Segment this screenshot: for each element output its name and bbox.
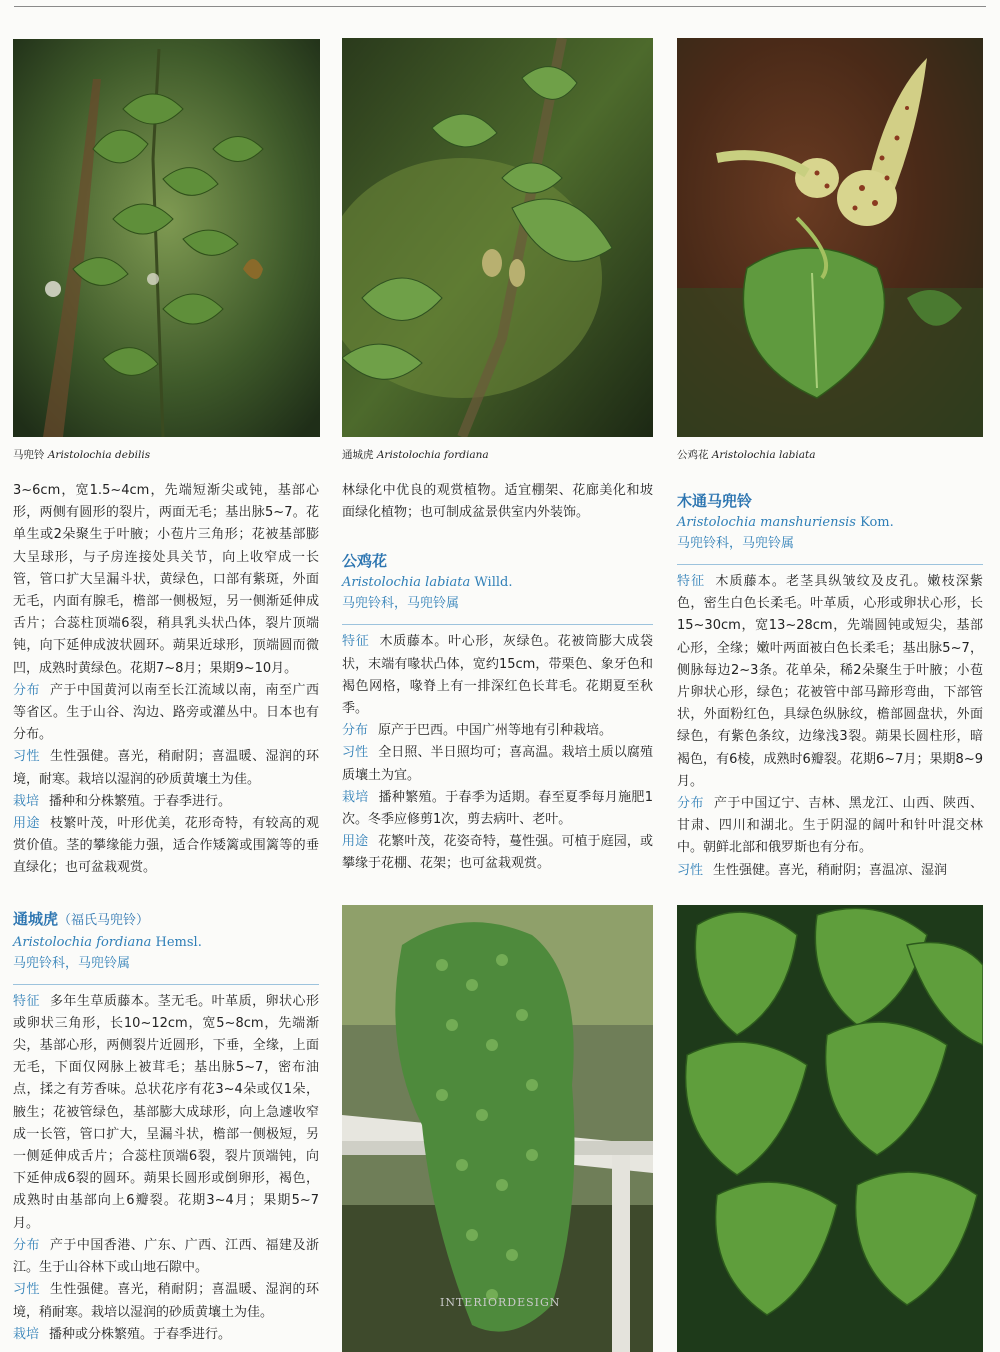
section-rule	[677, 564, 983, 565]
fordiana-distribution: 分布 产于中国香港、广东、广西、江西、福建及浙江。生于山谷林下或山地石隙中。	[13, 1237, 319, 1276]
debilis-distribution: 分布 产于中国黄河以南至长江流域以南，南至广西等省区。生于山谷、沟边、路旁或灌丛中。日本也有分布。	[13, 682, 319, 743]
section-rule	[13, 984, 319, 985]
photo-caption-3: 公鸡花 Aristolochia labiata	[677, 449, 816, 461]
debilis-habit: 习性 生性强健。喜光，稍耐阴；喜温暖、湿润的环境，耐寒。栽培以湿润的砂质黄壤土为佳。	[13, 749, 319, 787]
labiata-features: 特征 木质藤本。叶心形，灰绿色。花被筒膨大成袋状，末端有喙状凸体，宽约15cm，带栗色、象牙色和褐色网格，喙脊上有一排深红色长茸毛。花期夏至秋季。	[342, 634, 653, 717]
labiata-cultivation: 栽培 播种繁殖。于春季为适期。春至夏季每月施肥1次。冬季应修剪1次，剪去病叶、老叶。	[342, 789, 653, 828]
fordiana-cultivation: 栽培 播种或分株繁殖。于春季进行。	[13, 1326, 232, 1342]
text-column-1	[13, 480, 319, 1346]
debilis-description: 3~6cm，宽1.5~4cm，先端短渐尖或钝，基部心形，两侧有圆形的裂片，两面无毛；基出脉5~7。花单生或2朵聚生于叶腋；小苞片三角形；花被基部膨大呈球形，与子房连接处具关节，向上收窄成一长管，管口扩大呈漏斗状，黄绿色，口部有紫斑，外面无毛，内面有腺毛，檐部一侧极短，另一侧渐延伸成舌片；合蕊柱顶端6裂，稍具乳头状凸体，裂片顶端钝，向下延伸成波状圆环。蒴果近球形，顶端圆而微凹，成熟时黄绿色。花期7~8月；果期9~10月。	[13, 483, 319, 676]
species-family-fordiana: 马兜铃科，马兜铃属	[13, 955, 131, 971]
species-family-manshuriensis: 马兜铃科，马兜铃属	[677, 536, 795, 551]
text-column-2	[342, 480, 653, 876]
species-heading-labiata: 公鸡花	[342, 552, 388, 571]
photo-caption-2: 通城虎 Aristolochia fordiana	[342, 449, 489, 461]
species-latin-manshuriensis: Aristolochia manshuriensis Kom.	[677, 515, 894, 530]
photo-heart-leaves	[677, 905, 983, 1352]
manshuriensis-features: 特征 木质藤本。老茎具纵皱纹及皮孔。嫩枝深紫色，密生白色长柔毛。叶革质，心形或卵状心形，长15~30cm，宽13~28cm，先端圆钝或短尖，基部心形，全缘；嫩叶两面被白色长柔毛；基出脉5~7，侧脉每边2~3条。花单朵，稀2朵聚生于叶腋；小苞片卵状心形，绿色；花被管中部马蹄形弯曲，下部管状，外面粉红色，具绿色纵脉纹，檐部圆盘状，外面绿色，有紫色条纹，边缘浅3裂。蒴果长圆柱形，暗褐色，有6棱，成熟时6瓣裂。花期6~7月；果期8~9月。	[677, 574, 983, 789]
debilis-use: 用途 枝繁叶茂，叶形优美，花形奇特，有较高的观赏价值。茎的攀缘能力强，适合作矮篱或围篱等的垂直绿化；也可盆栽观赏。	[13, 816, 319, 876]
species-family-labiata: 马兜铃科，马兜铃属	[342, 596, 460, 612]
fordiana-habit: 习性 生性强健。喜光，稍耐阴；喜温暖、湿润的环境，稍耐寒。栽培以湿润的砂质黄壤土为佳。	[13, 1282, 319, 1320]
manshuriensis-distribution: 分布 产于中国辽宁、吉林、黑龙江、山西、陕西、甘肃、四川和湖北。生于阴湿的阔叶和针叶混交林中。朝鲜北部和俄罗斯也有分布。	[677, 796, 983, 856]
photo-caption-1: 马兜铃 Aristolochia debilis	[13, 449, 151, 461]
manshuriensis-habit: 习性 生性强健。喜光，稍耐阴；喜温凉、湿润	[677, 862, 948, 878]
photo-aristolochia-labiata	[677, 38, 983, 437]
labiata-distribution: 分布 原产于巴西。中国广州等地有引种栽培。	[342, 723, 613, 739]
text-column-3	[677, 490, 983, 882]
photo-vine-pergola	[342, 905, 653, 1352]
species-heading-fordiana: 通城虎（福氏马兜铃）	[13, 909, 150, 928]
top-rule	[14, 6, 986, 7]
labiata-habit: 习性 全日照、半日照均可；喜高温。栽培土质以腐殖质壤土为宜。	[342, 745, 653, 783]
labiata-use: 用途 花繁叶茂，花姿奇特，蔓性强。可植于庭园，或攀缘于花棚、花架；也可盆栽观赏。	[342, 834, 653, 872]
photo-aristolochia-debilis	[13, 39, 320, 437]
species-latin-labiata: Aristolochia labiata Willd.	[342, 575, 513, 591]
fordiana-features: 特征 多年生草质藤本。茎无毛。叶革质，卵状心形或卵状三角形，长10~12cm，宽5~8cm，先端渐尖，基部心形，两侧裂片近圆形，下垂，全缘，上面无毛，下面仅网脉上被茸毛；基出脉5~7，密布油点，揉之有芳香味。总状花序有花3~4朵或仅1朵，腋生；花被管绿色，基部膨大成球形，向上急遽收窄成一长管，管口扩大，呈漏斗状，檐部一侧极短，另一侧延伸成舌片；合蕊柱顶端6裂，裂片顶端钝，向下延伸成6裂的圆环。蒴果长圆形或倒卵形，褐色，成熟时由基部向上6瓣裂。花期3~4月；果期5~7月。	[13, 993, 319, 1231]
photo-aristolochia-fordiana	[342, 38, 653, 437]
debilis-cultivation: 栽培 播种和分株繁殖。于春季进行。	[13, 793, 232, 809]
watermark: INTERIORDESIGN	[440, 1296, 561, 1309]
fordiana-use-continued: 林绿化中优良的观赏植物。适宜棚架、花廊美化和坡面绿化植物；也可制成盆景供室内外装饰。	[342, 483, 653, 521]
species-heading-manshuriensis: 木通马兜铃	[677, 492, 753, 510]
section-rule	[342, 624, 653, 625]
species-latin-fordiana: Aristolochia fordiana Hemsl.	[13, 934, 202, 950]
